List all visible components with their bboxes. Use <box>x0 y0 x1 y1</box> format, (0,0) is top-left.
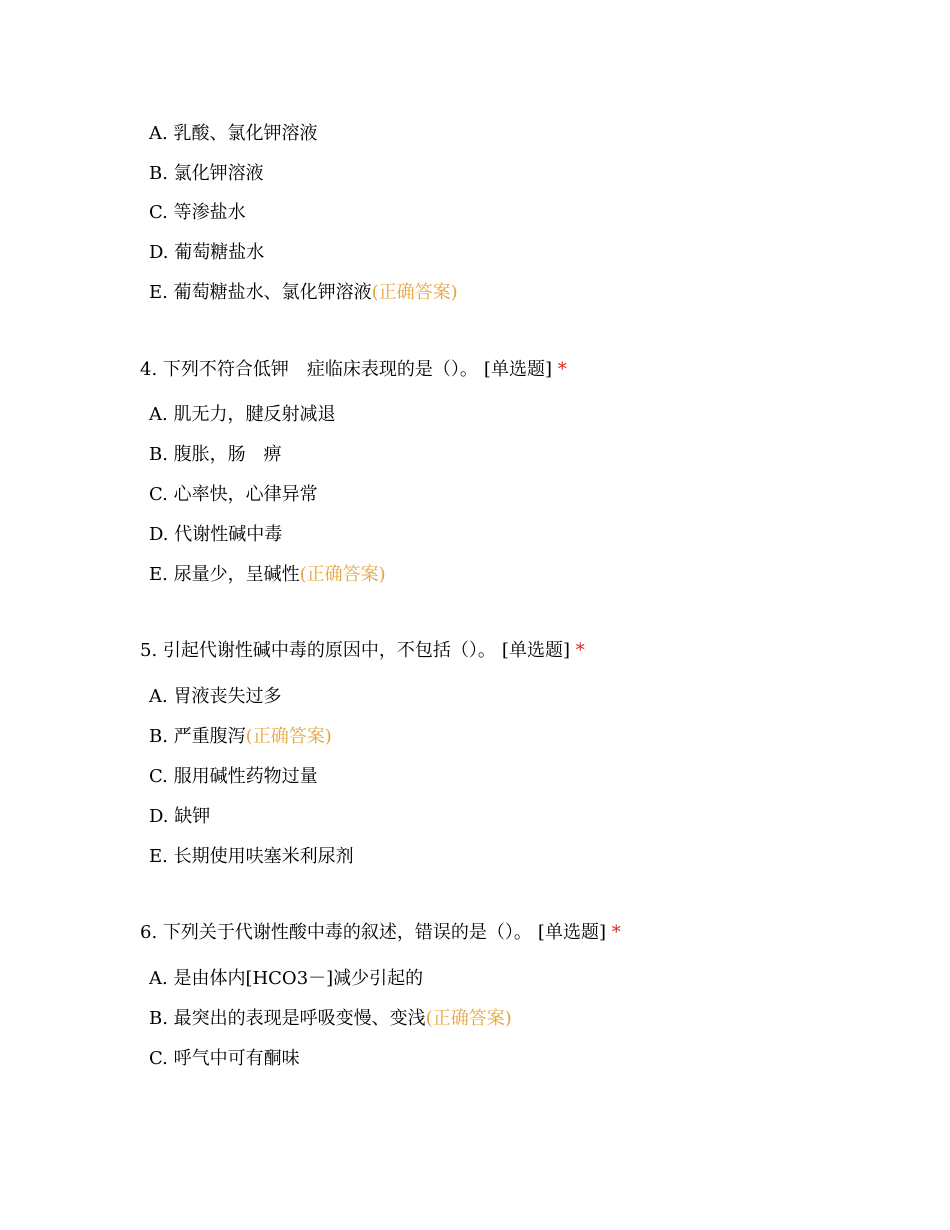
question-type: [单选题] <box>501 640 570 661</box>
option-text: B. 最突出的表现是呼吸变慢、变浅 <box>149 1008 426 1029</box>
option-5a <box>149 685 281 709</box>
option-text: B. 严重腹泻 <box>149 726 246 747</box>
question-type: [单选题] <box>483 359 552 380</box>
option-text: A. 肌无力，腱反射减退 <box>149 404 336 425</box>
option-text: C. 心率快，心律异常 <box>149 484 318 505</box>
correct-answer-tag: (正确答案) <box>299 564 386 585</box>
required-marker: * <box>575 640 585 661</box>
option-3d <box>149 241 264 265</box>
question-number: 5. <box>140 640 158 661</box>
option-6c <box>149 1047 300 1071</box>
option-6b <box>149 1007 512 1031</box>
option-text: E. 葡萄糖盐水、氯化钾溶液 <box>149 282 372 303</box>
option-3c <box>149 201 246 225</box>
option-4d <box>149 523 282 547</box>
option-text: B. 腹胀，肠 痹 <box>149 444 282 465</box>
question-number: 4. <box>140 359 158 380</box>
option-text: E. 长期使用呋塞米利尿剂 <box>149 846 354 867</box>
question-text: 下列关于代谢性酸中毒的叙述，错误的是（）。 <box>162 922 532 943</box>
required-marker: * <box>557 359 567 380</box>
question-text: 下列不符合低钾 症临床表现的是（）。 <box>162 359 478 380</box>
question-6-title <box>140 921 621 945</box>
question-type: [单选题] <box>537 922 606 943</box>
option-3b <box>149 162 264 186</box>
option-text: C. 呼气中可有酮味 <box>149 1048 300 1069</box>
option-text: C. 服用碱性药物过量 <box>149 766 318 787</box>
option-text: A. 乳酸、氯化钾溶液 <box>149 123 318 144</box>
question-number: 6. <box>140 922 158 943</box>
option-text: D. 葡萄糖盐水 <box>149 242 265 263</box>
option-6a <box>149 967 423 991</box>
option-4c <box>149 483 318 507</box>
option-text: D. 代谢性碱中毒 <box>149 524 283 545</box>
option-text: B. 氯化钾溶液 <box>149 163 264 184</box>
option-5d <box>149 805 210 829</box>
question-5-title <box>140 639 585 663</box>
option-5b <box>149 725 332 749</box>
option-text: A. 胃液丧失过多 <box>149 686 282 707</box>
question-text: 引起代谢性碱中毒的原因中，不包括（）。 <box>162 640 496 661</box>
option-5e <box>149 845 354 869</box>
option-4a <box>149 403 335 427</box>
correct-answer-tag: (正确答案) <box>245 726 332 747</box>
required-marker: * <box>611 922 621 943</box>
question-4-title <box>140 358 567 382</box>
option-4e <box>149 563 386 587</box>
option-text: D. 缺钾 <box>149 806 211 827</box>
option-text: A. 是由体内[HCO3－]减少引起的 <box>149 968 424 989</box>
correct-answer-tag: (正确答案) <box>371 282 458 303</box>
correct-answer-tag: (正确答案) <box>425 1008 512 1029</box>
option-text: C. 等渗盐水 <box>149 202 246 223</box>
option-3a <box>149 122 317 146</box>
option-text: E. 尿量少，呈碱性 <box>149 564 300 585</box>
option-3e <box>149 281 458 305</box>
option-4b <box>149 443 282 467</box>
option-5c <box>149 765 318 789</box>
